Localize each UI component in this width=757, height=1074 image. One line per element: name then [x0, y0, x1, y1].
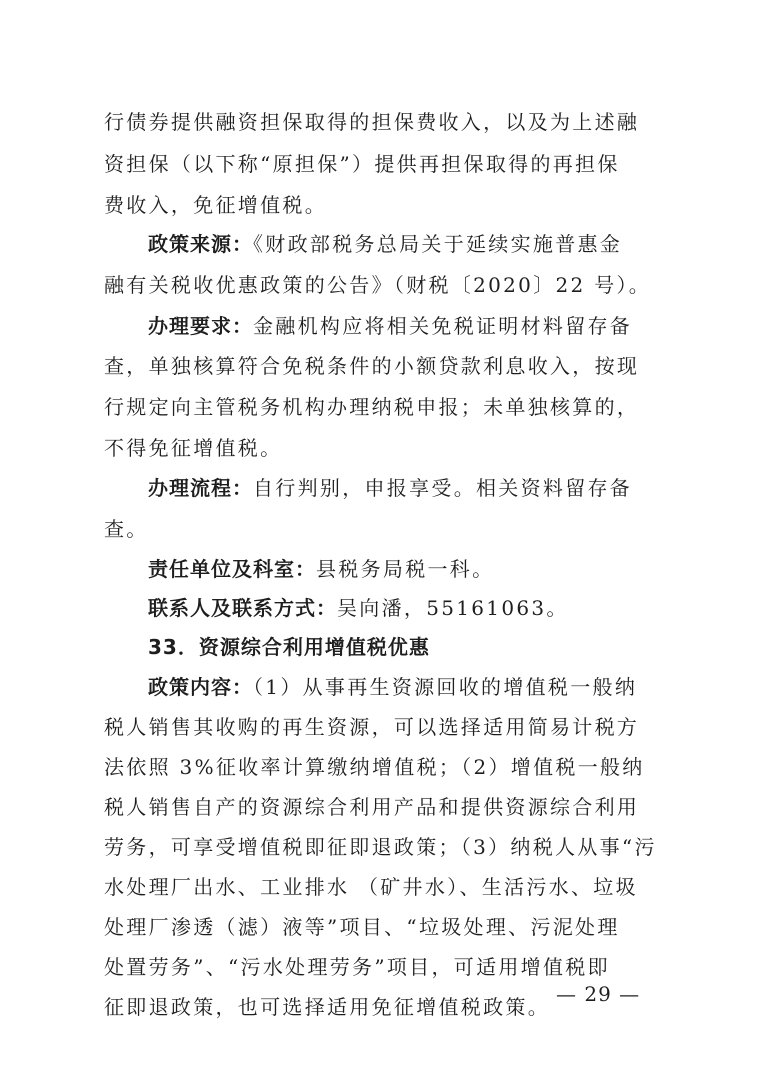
line-text: 劳务，可享受增值税即征即退政策；（3）纳税人从事“污: [104, 835, 657, 859]
body-line: [104, 191, 660, 219]
line-text: 法依照 3%征收率计算缴纳增值税；（2）增值税一般纳: [104, 755, 645, 779]
body-line: [104, 753, 660, 781]
line-text: 税人销售其收购的再生资源，可以选择适用简易计税方: [104, 715, 640, 739]
line-text: 《财政部税务总局关于延续实施普惠金: [253, 232, 623, 256]
body-line: [104, 271, 660, 299]
body-line: [104, 833, 660, 861]
line-text: 行债券提供融资担保取得的担保费收入，以及为上述融: [104, 110, 640, 134]
line-text: 吴向潘，55161063。: [337, 596, 569, 620]
line-text: 融有关税收优惠政策的公告》（财税〔2020〕22 号）。: [104, 273, 652, 297]
policy-content-line: [148, 673, 660, 701]
line-text: 水处理厂出水、工业排水 （矿井水）、生活污水、垃圾: [104, 875, 638, 899]
line-text: 行规定向主管税务机构办理纳税申报；未单独核算的，: [104, 395, 640, 419]
section-label: 办理流程：: [148, 476, 253, 500]
section-heading: [148, 633, 660, 661]
line-text: 查，单独核算符合免税条件的小额贷款利息收入，按现: [104, 354, 640, 378]
body-line: [104, 793, 660, 821]
line-text: 征即退政策，也可选择适用免征增值税政策。: [104, 995, 550, 1019]
section-label: 政策来源：: [148, 232, 253, 256]
body-line: [104, 913, 660, 941]
process-line: [148, 474, 660, 502]
page-number: — 29 —: [556, 982, 641, 1006]
line-text: 金融机构应将相关免税证明材料留存备: [253, 314, 633, 338]
line-text: 费收入，免征增值税。: [104, 193, 327, 217]
line-text: 处置劳务”、“污水处理劳务”项目，可适用增值税即: [104, 955, 610, 979]
body-line: [104, 150, 660, 178]
section-label: 责任单位及科室：: [148, 557, 316, 581]
line-text: （1）从事再生资源回收的增值税一般纳: [253, 675, 638, 699]
body-line: [104, 873, 660, 901]
line-text: 资担保（以下称“原担保”）提供再担保取得的再担保: [104, 152, 620, 176]
section-label: 联系人及联系方式：: [148, 596, 337, 620]
line-text: 县税务局税一科。: [316, 557, 495, 581]
line-text: 不得免征增值税。: [104, 436, 283, 460]
body-line: [104, 713, 660, 741]
line-text: 查。: [104, 517, 149, 541]
heading-text: 33．资源综合利用增值税优惠: [148, 635, 430, 659]
requirements-line: [148, 312, 660, 340]
section-label: 政策内容：: [148, 675, 253, 699]
line-text: 自行判别，申报享受。相关资料留存备: [253, 476, 633, 500]
body-line: [104, 515, 660, 543]
policy-source-line: [148, 230, 660, 258]
section-label: 办理要求：: [148, 314, 253, 338]
responsible-unit-line: [148, 555, 660, 583]
contact-line: [148, 594, 660, 622]
body-line: [104, 352, 660, 380]
body-line: [104, 953, 660, 981]
line-text: 处理厂渗透（滤）液等”项目、“垃圾处理、污泥处理: [104, 915, 620, 939]
body-line: [104, 108, 660, 136]
body-line: [104, 434, 660, 462]
line-text: 税人销售自产的资源综合利用产品和提供资源综合利用: [104, 795, 640, 819]
body-line: [104, 393, 660, 421]
